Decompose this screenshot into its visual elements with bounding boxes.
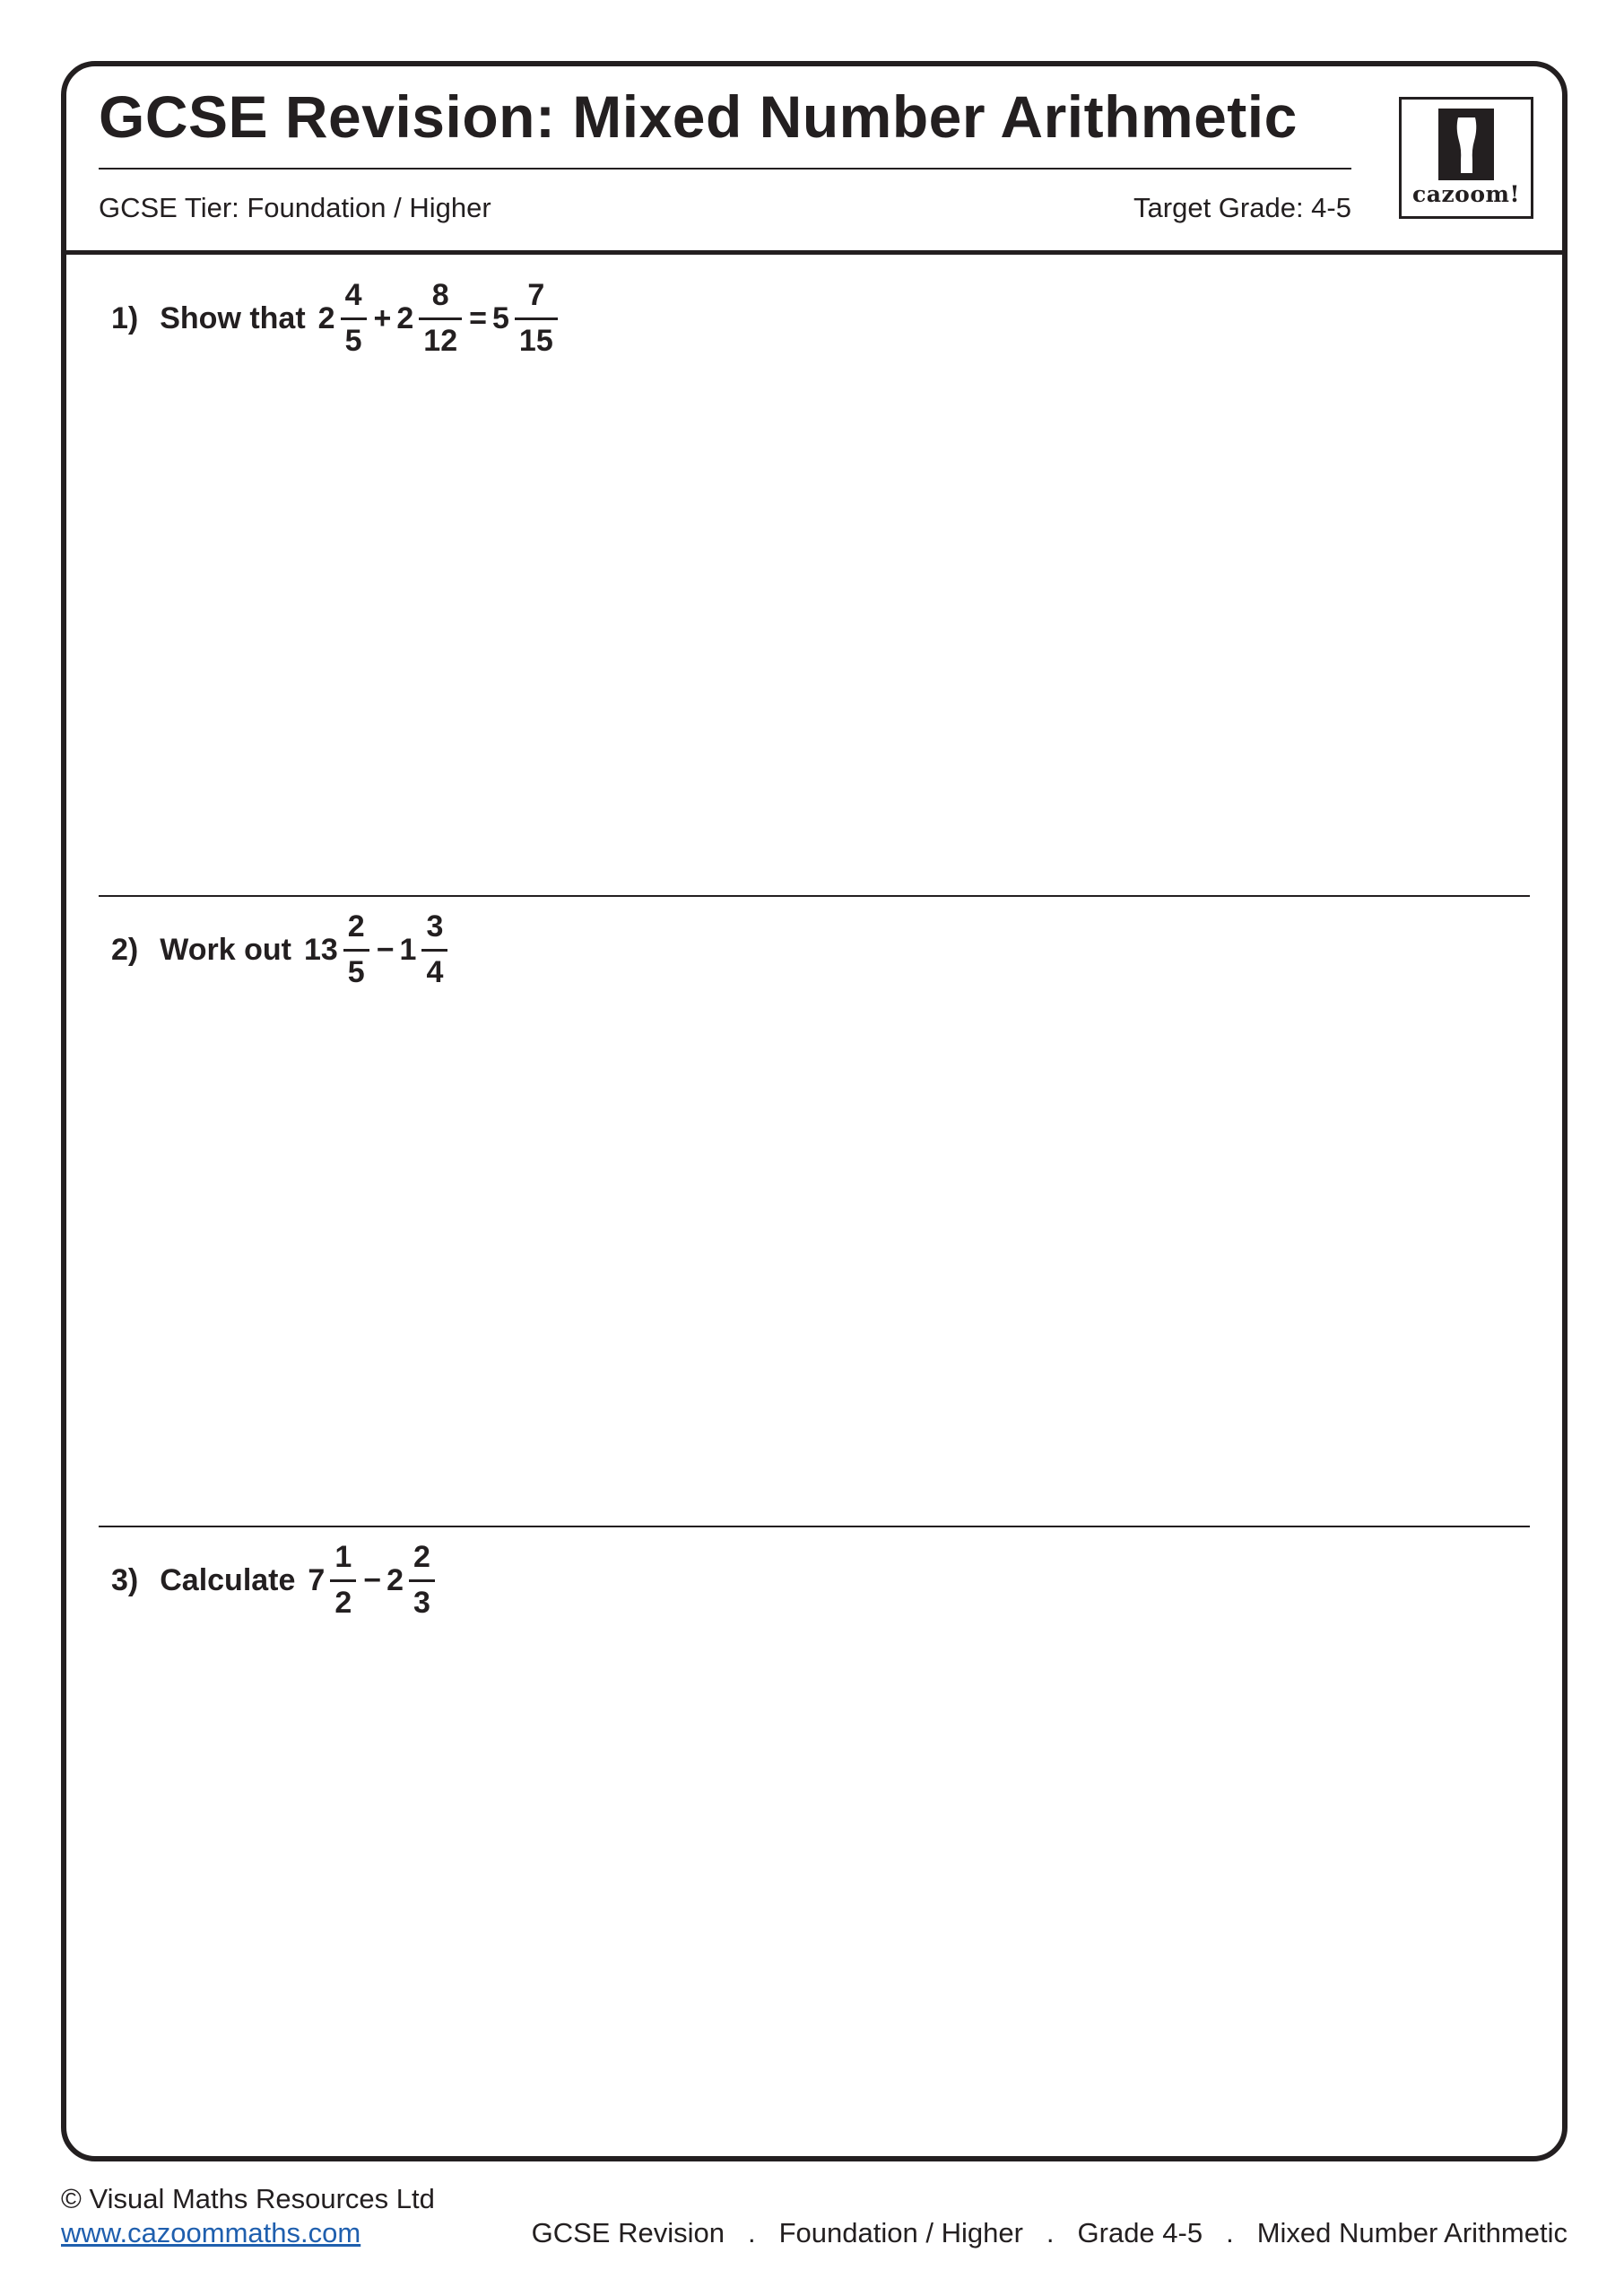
mixed-number-whole: 2 — [396, 300, 414, 335]
mixed-number-whole: 1 — [399, 932, 417, 967]
question-prompt: Show that — [160, 300, 306, 335]
fraction-denominator: 3 — [409, 1579, 435, 1620]
question-number: 2) — [111, 932, 139, 967]
fraction-denominator: 2 — [330, 1579, 356, 1620]
fraction — [330, 1542, 356, 1619]
fraction — [419, 280, 462, 357]
mixed-number-whole: 5 — [491, 300, 509, 335]
fraction-numerator: 8 — [431, 278, 449, 312]
breadcrumb-item: Mixed Number Arithmetic — [1256, 2217, 1568, 2248]
fraction-denominator: 4 — [421, 949, 447, 989]
target-grade-label: Target Grade: 4-5 — [1133, 192, 1351, 223]
website-link[interactable]: www.cazoommaths.com — [61, 2217, 361, 2248]
equals-sign: = — [469, 300, 487, 335]
fraction-numerator: 4 — [344, 278, 362, 312]
minus-operator: − — [376, 932, 395, 967]
fraction-denominator: 5 — [341, 317, 367, 358]
cazoom-logo — [1399, 97, 1533, 219]
fraction-numerator: 3 — [426, 909, 444, 944]
tier-label: GCSE Tier: Foundation / Higher — [99, 192, 491, 223]
page-title: GCSE Revision: Mixed Number Arithmetic — [99, 83, 1298, 150]
fraction-numerator: 2 — [347, 909, 365, 944]
question-divider — [99, 895, 1530, 897]
title-divider — [99, 168, 1351, 170]
question-1 — [111, 280, 560, 357]
question-number: 3) — [111, 1562, 139, 1597]
question-3 — [111, 1542, 437, 1619]
mixed-number-whole: 2 — [386, 1562, 404, 1597]
question-expression — [318, 280, 560, 357]
worksheet-frame — [61, 61, 1568, 2161]
mixed-number-whole: 13 — [303, 932, 338, 967]
fraction — [515, 280, 558, 357]
question-expression — [308, 1542, 437, 1619]
breadcrumb-item: Foundation / Higher — [778, 2217, 1023, 2248]
mixed-number-whole: 2 — [317, 300, 335, 335]
breadcrumb-item: Grade 4-5 — [1077, 2217, 1203, 2248]
fraction — [421, 911, 447, 988]
fraction-denominator: 5 — [343, 949, 369, 989]
question-expression — [304, 911, 449, 988]
breadcrumb-separator: . — [747, 2217, 756, 2248]
fraction-denominator: 12 — [419, 317, 462, 358]
fraction — [409, 1542, 435, 1619]
footer-breadcrumb — [532, 2217, 1568, 2249]
header-divider — [66, 250, 1562, 255]
question-prompt: Work out — [160, 932, 291, 967]
fraction-numerator: 1 — [334, 1540, 352, 1574]
question-number: 1) — [111, 300, 139, 335]
minus-operator: − — [363, 1562, 382, 1597]
fraction-numerator: 7 — [527, 278, 545, 312]
mixed-number-whole: 7 — [308, 1562, 326, 1597]
breadcrumb-separator: . — [1046, 2217, 1055, 2248]
fraction — [341, 280, 367, 357]
question-prompt: Calculate — [160, 1562, 296, 1597]
fraction-denominator: 15 — [515, 317, 558, 358]
copyright-notice: © Visual Maths Resources Ltd — [61, 2183, 435, 2214]
fraction-numerator: 2 — [413, 1540, 430, 1574]
breadcrumb-separator: . — [1226, 2217, 1234, 2248]
logo-text: cazoom! — [1412, 181, 1520, 207]
question-2 — [111, 911, 449, 988]
question-divider — [99, 1526, 1530, 1527]
plus-operator: + — [373, 300, 392, 335]
breadcrumb-item: GCSE Revision — [531, 2217, 725, 2248]
fraction — [343, 911, 369, 988]
